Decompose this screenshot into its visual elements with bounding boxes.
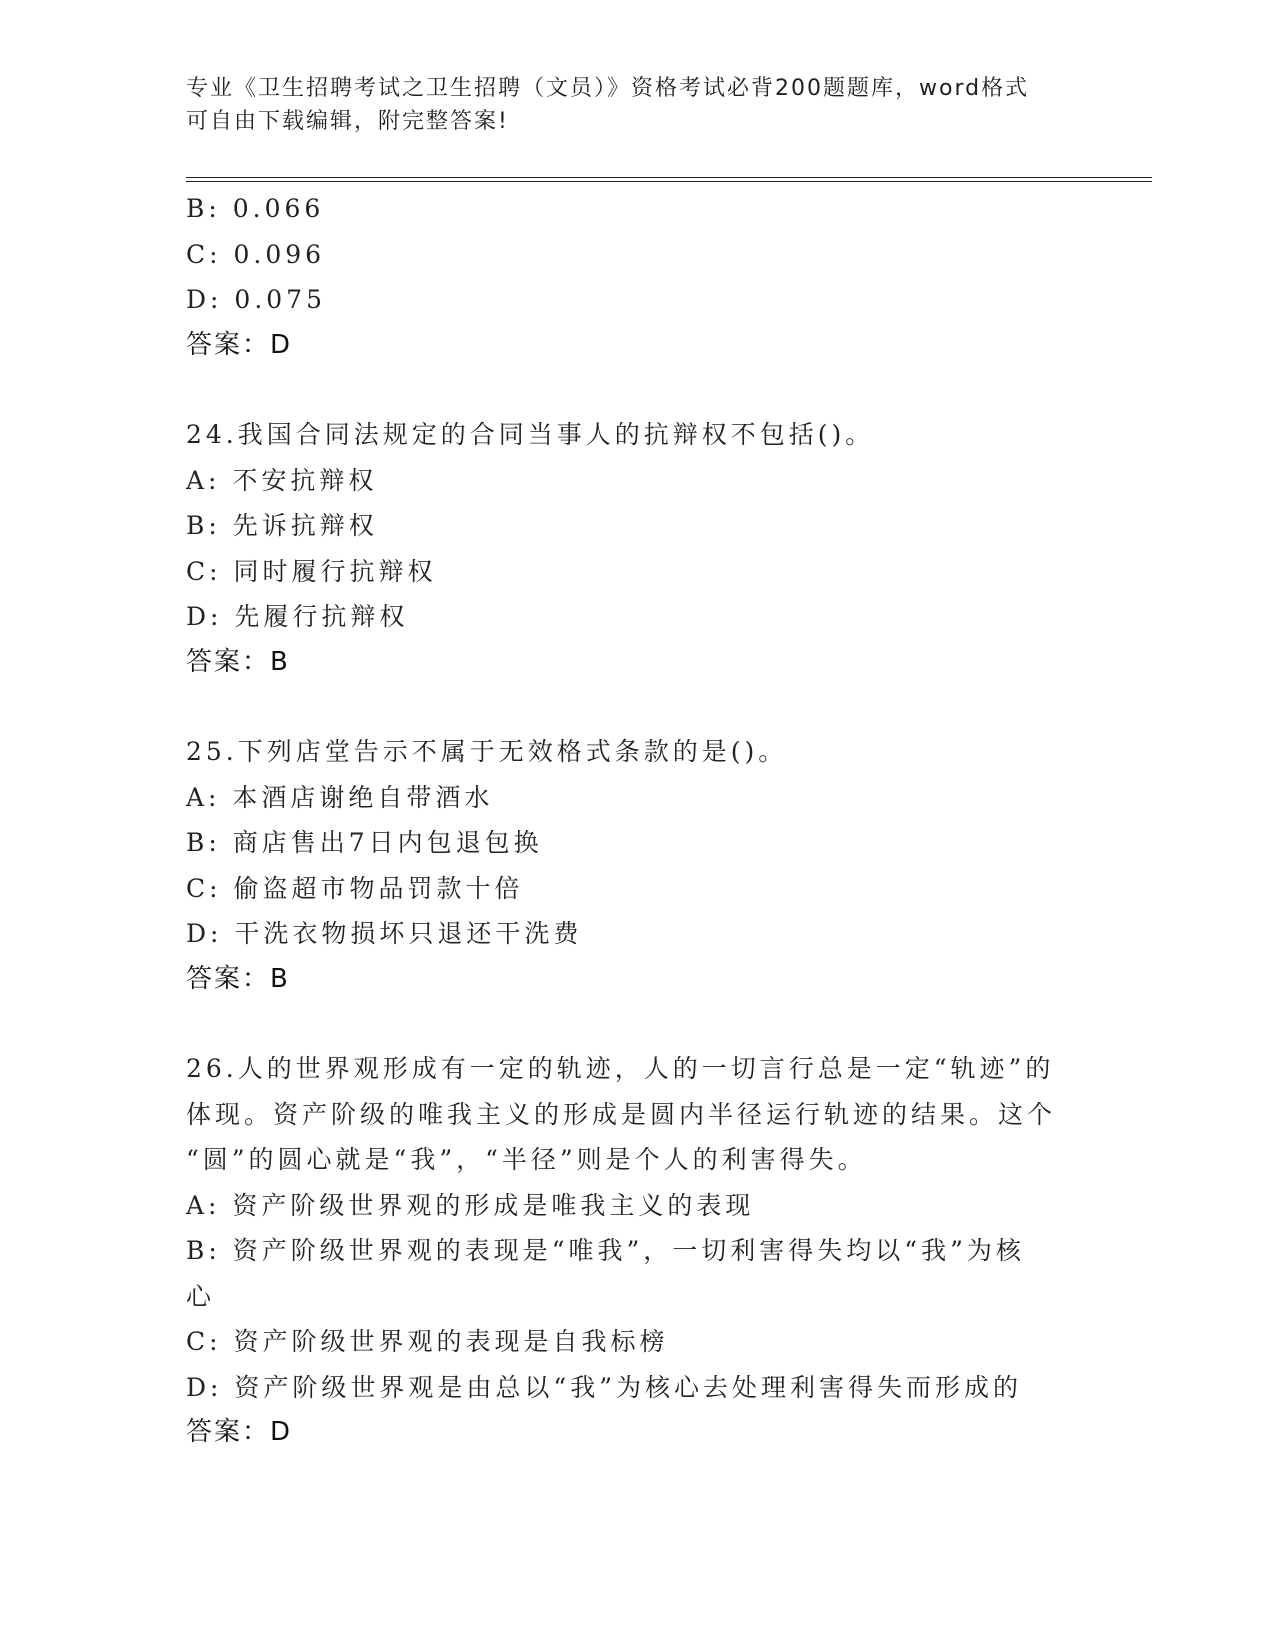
answer: 答案：D [186,1417,293,1447]
answer: 答案：B [186,963,290,994]
option-b-line-2: 心 [186,1281,216,1311]
option-c: C: 资产阶级世界观的表现是自我标榜 [186,1327,669,1356]
option-c: C: 0.096 [186,239,326,269]
answer: 答案：D [186,329,293,360]
option-d: D: 干洗衣物损坏只退还干洗费 [186,919,583,948]
question-25 [186,729,1076,1002]
option-b-line-1: B: 资产阶级世界观的表现是“唯我”，一切利害得失均以“我”为核 [186,1236,1025,1265]
option-a: A: 不安抗辩权 [186,465,378,495]
question-content [186,186,1076,1456]
option-c: C: 同时履行抗辩权 [186,556,437,586]
question-stem-line-1: 26.人的世界观形成有一定的轨迹，人的一切言行总是一定“轨迹”的 [186,1054,1055,1083]
option-d: D: 0.075 [186,285,326,314]
previous-question-tail [186,186,1076,368]
question-stem: 24.我国合同法规定的合同当事人的抗辩权不包括()。 [186,420,875,449]
header-double-rule [186,177,1152,182]
document-header [186,72,1066,138]
question-stem-line-3: “圆”的圆心就是“我”，“半径”则是个人的利害得失。 [186,1145,867,1174]
option-a: A: 本酒店谢绝自带酒水 [186,782,494,812]
header-title-line-1: 专业《卫生招聘考试之卫生招聘（文员）》资格考试必背200题题库，word格式 [186,76,1030,101]
header-title-line-2: 可自由下载编辑，附完整答案! [186,109,509,134]
option-d: D: 资产阶级世界观是由总以“我”为核心去处理利害得失而形成的 [186,1372,1022,1402]
option-b: B: 商店售出7日内包退包换 [186,828,543,857]
option-b: B: 0.066 [186,194,325,223]
option-a: A: 资产阶级世界观的形成是唯我主义的表现 [186,1190,755,1220]
option-b: B: 先诉抗辩权 [186,511,378,540]
question-26 [186,1046,1076,1456]
question-stem-line-2: 体现。资产阶级的唯我主义的形成是圆内半径运行轨迹的结果。这个 [186,1099,1057,1129]
question-24 [186,412,1076,685]
option-d: D: 先履行抗辩权 [186,602,409,631]
option-c: C: 偷盗超市物品罚款十倍 [186,873,524,903]
question-stem: 25.下列店堂告示不属于无效格式条款的是()。 [186,737,788,766]
answer: 答案：B [186,646,290,677]
